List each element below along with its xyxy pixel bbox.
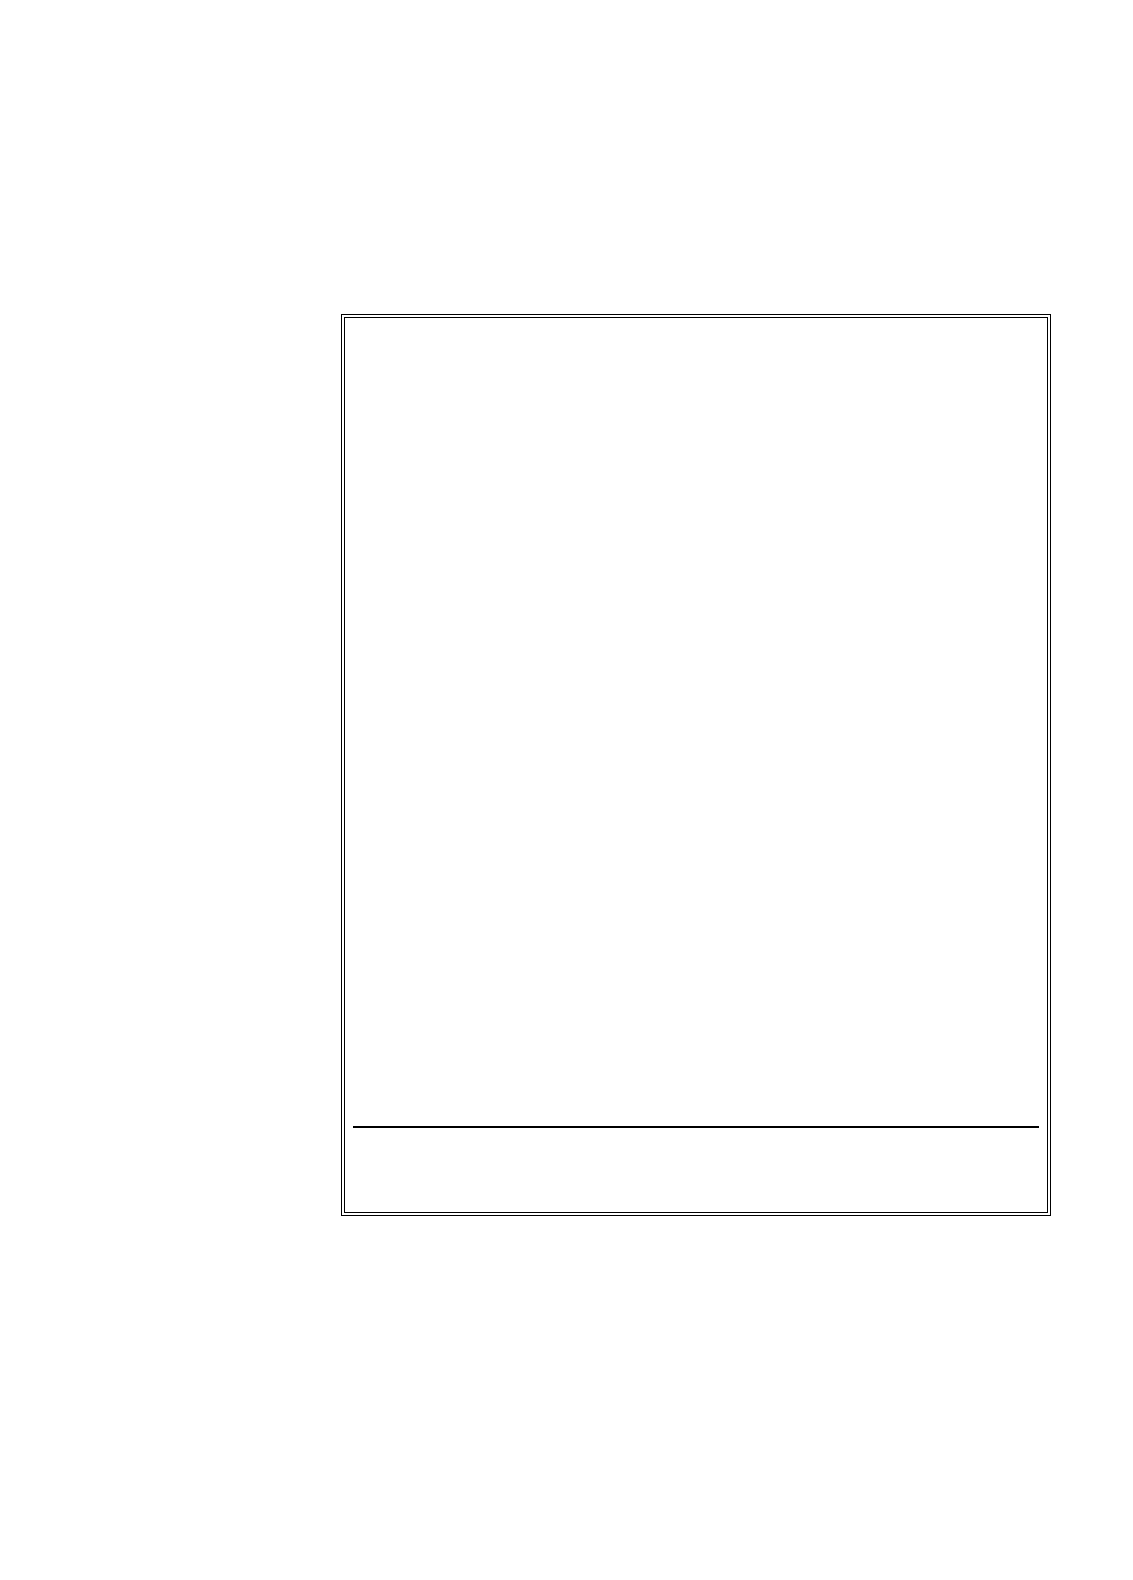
commentary-text: [353, 318, 1039, 1212]
commentary-box: [341, 314, 1051, 1216]
footnote-separator: [353, 1126, 1039, 1128]
